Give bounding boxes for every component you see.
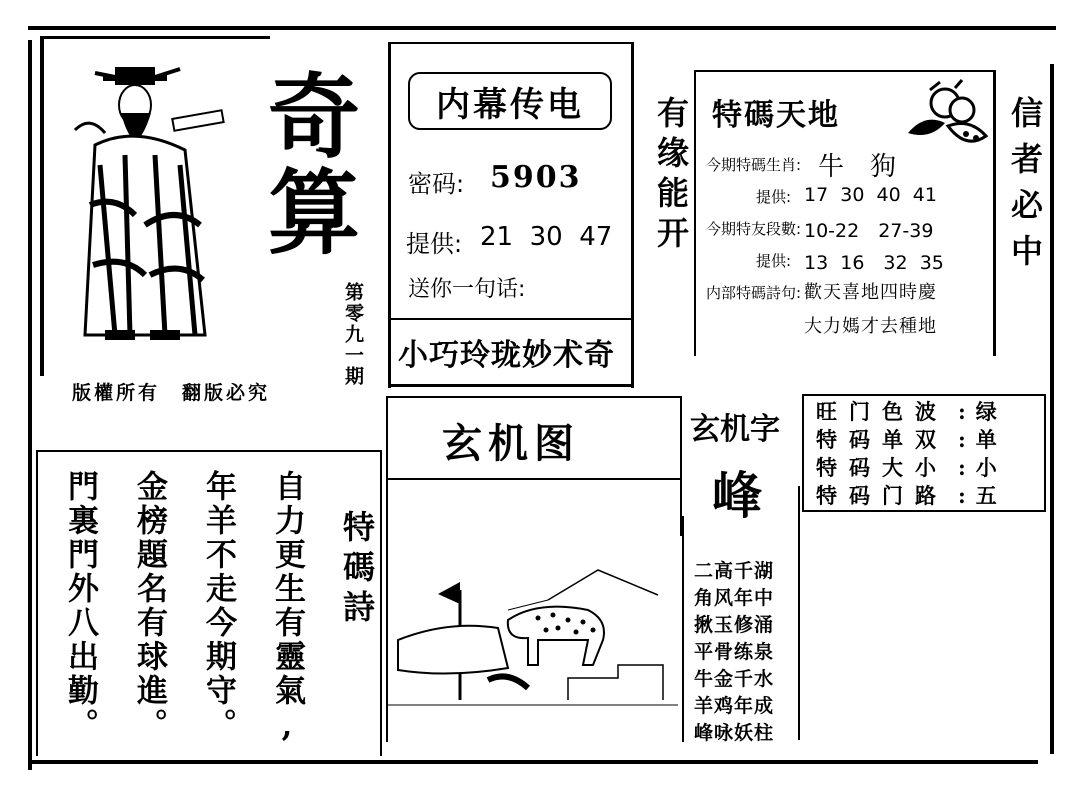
issue-number: 第零九一期 — [342, 282, 364, 387]
attribute-row — [816, 398, 997, 426]
zodiac-value: 牛 狗 — [818, 152, 897, 182]
mystery-line: 角风年中 — [694, 587, 775, 609]
poem-column-2: 年羊不走今期守。 — [200, 470, 236, 742]
attribute-value: 五 — [975, 483, 997, 508]
fate-vertical-text: 有缘能开 — [652, 96, 690, 256]
poem-columns — [60, 470, 380, 750]
saying-divider — [388, 318, 634, 320]
attribute-row — [816, 482, 997, 510]
copyright-text: 版權所有 翻版必究 — [72, 382, 271, 404]
provide2-label: 提供: — [756, 252, 792, 270]
attribute-colon: : — [958, 455, 966, 480]
attribute-colon: : — [958, 483, 966, 508]
provide-values: 21 30 47 — [480, 222, 613, 252]
inside-news-bottom — [388, 384, 634, 387]
mystery-line: 牛金千水 — [694, 668, 775, 690]
attribute-value: 绿 — [975, 399, 997, 424]
provide1-label: 提供: — [756, 188, 792, 206]
provide1-values: 17 30 40 41 — [804, 184, 937, 206]
inner-top-line — [40, 36, 270, 39]
attribute-row — [816, 454, 997, 482]
saying-text: 小巧玲珑妙术奇 — [398, 338, 615, 373]
leopard-scene — [388, 560, 678, 710]
mystery-line: 二高千湖 — [694, 560, 775, 582]
attribute-colon: : — [958, 399, 966, 424]
fruit-ornament-icon — [900, 78, 990, 158]
main-title — [268, 64, 361, 267]
zodiac-label: 今期特碼生肖: — [706, 156, 802, 174]
attributes-list — [816, 398, 997, 510]
saying-label: 送你一句话: — [408, 277, 526, 302]
frame-bottom-line — [28, 760, 1038, 764]
mystery-line: 平骨练泉 — [694, 641, 775, 663]
attribute-value: 单 — [975, 427, 997, 452]
code-label: 密码: — [408, 170, 465, 198]
attribute-value: 小 — [975, 455, 997, 480]
mystery-word-left-border — [680, 396, 682, 536]
mystery-line: 峰咏妖柱 — [694, 722, 775, 744]
inside-news-label: 内幕传电 — [408, 72, 612, 130]
attribute-label: 旺门色波 — [816, 399, 948, 424]
title-char-1: 奇 — [268, 64, 361, 171]
special-title: 特碼天地 — [712, 98, 840, 133]
mystery-lines-right-border — [798, 486, 800, 740]
title-char-2: 算 — [268, 160, 361, 267]
poem-code-line-1: 歡天喜地四時慶 — [804, 282, 937, 303]
provide-label: 提供: — [406, 230, 463, 258]
believe-vertical-text: 信者必中 — [1006, 96, 1044, 280]
frame-left-line — [28, 40, 32, 770]
frame-top-line — [28, 26, 1056, 30]
range-values: 10-22 27-39 — [804, 220, 934, 242]
mystery-chart-divider — [386, 478, 680, 480]
attribute-colon: : — [958, 427, 966, 452]
deity-figure — [55, 55, 255, 355]
poem-column-3: 金榜題名有球進。 — [131, 470, 167, 742]
poem-column-1: 自力更生有靈氣, — [269, 470, 305, 747]
mystery-line: 羊鸡年成 — [694, 695, 775, 717]
mystery-line: 揪玉修涌 — [694, 614, 775, 636]
frame-right-line — [1050, 64, 1054, 754]
inner-left-line — [40, 36, 44, 376]
attribute-label: 特码单双 — [816, 427, 948, 452]
code-value: 5903 — [490, 160, 582, 195]
poem-code-line-2: 大力媽才去種地 — [804, 316, 937, 337]
provide2-values: 13 16 32 35 — [804, 252, 944, 274]
attribute-row — [816, 426, 997, 454]
mystery-lines-left-border — [682, 516, 684, 742]
mystery-word-label: 玄机字 — [690, 412, 780, 447]
mystery-word-lines — [694, 558, 774, 747]
range-label: 今期特友段數: — [706, 220, 802, 238]
poem-code-label: 内部特碼詩句: — [706, 284, 802, 302]
attribute-label: 特码门路 — [816, 483, 948, 508]
mystery-chart-label: 玄机图 — [442, 420, 580, 467]
mystery-word-char: 峰 — [712, 466, 762, 525]
poem-title: 特碼詩 — [338, 510, 376, 630]
poem-column-4: 門裏門外八出勤。 — [62, 470, 98, 742]
attribute-label: 特码大小 — [816, 455, 948, 480]
